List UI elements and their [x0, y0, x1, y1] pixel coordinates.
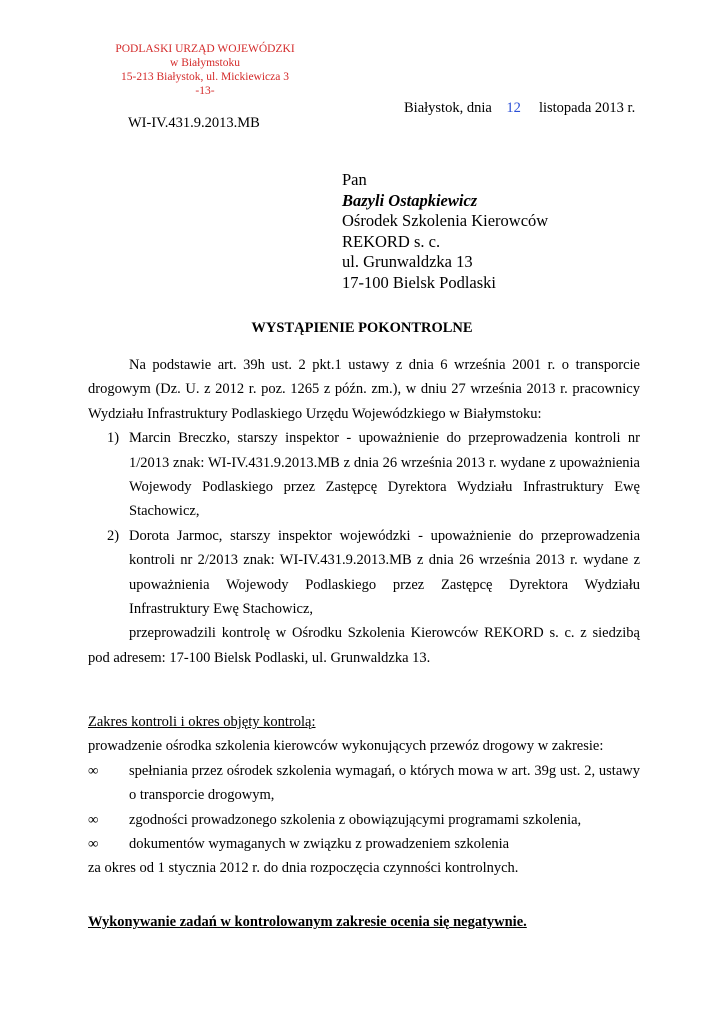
- scope-list: [88, 759, 640, 857]
- scope-lead: prowadzenie ośrodka szkolenia kierowców wykonujących przewóz drogowy w zakresie:: [88, 738, 604, 755]
- list-item: [88, 426, 640, 524]
- list-number: 1): [107, 430, 120, 447]
- scope-heading: Zakres kontroli i okres objęty kontrolą:: [88, 714, 316, 730]
- scope-section: [88, 710, 640, 881]
- stamp-city: w Białymstoku: [170, 57, 240, 69]
- reference-number: WI-IV.431.9.2013.MB: [128, 115, 260, 131]
- list-item-text: spełniania przez ośrodek szkolenia wymagań, o których mowa w art. 39g ust. 2, ustawy o transporcie drogowym,: [129, 762, 640, 804]
- list-item: [88, 832, 640, 856]
- recipient-org: Ośrodek Szkolenia Kierowców: [342, 211, 549, 230]
- list-number: 2): [107, 527, 120, 544]
- infinity-bullet-icon: ∞: [88, 836, 99, 853]
- date-line: [404, 100, 635, 117]
- date-suffix: listopada 2013 r.: [538, 100, 636, 116]
- list-item: [88, 524, 640, 622]
- recipient-address: [342, 170, 548, 293]
- date-day: 12: [506, 100, 521, 116]
- office-stamp: [100, 42, 310, 98]
- list-item: [88, 759, 640, 808]
- recipient-name: Bazyli Ostapkiewicz: [342, 190, 478, 210]
- list-item-text: Marcin Breczko, starszy inspektor - upoważnienie do przeprowadzenia kontroli nr 1/2013 znak: WI-IV.431.9.2013.MB z dnia 26 września 2013 r. wydane z upoważnienia Wojewody Podlaskiego przez Zastępcę Dyrektora Wydziału Infrastruktury Ewę Stachowicz,: [129, 430, 640, 520]
- recipient-salutation: Pan: [342, 170, 367, 189]
- infinity-bullet-icon: ∞: [88, 762, 99, 779]
- list-item-text: dokumentów wymaganych w związku z prowadzeniem szkolenia: [129, 836, 510, 853]
- intro-paragraph: Na podstawie art. 39h ust. 2 pkt.1 ustawy z dnia 6 września 2001 r. o transporcie drogowym (Dz. U. z 2012 r. poz. 1265 z późn. zm.), w dniu 27 września 2013 r. pracownicy Wydziału Infrastruktury Podlaskiego Urzędu Wojewódzkiego w Białymstoku:: [88, 357, 640, 422]
- recipient-street: ul. Grunwaldzka 13: [342, 252, 473, 271]
- stamp-office-name: PODLASKI URZĄD WOJEWÓDZKI: [115, 43, 295, 55]
- recipient-org-2: REKORD s. c.: [342, 231, 441, 251]
- scope-period: za okres od 1 stycznia 2012 r. do dnia rozpoczęcia czynności kontrolnych.: [88, 860, 519, 877]
- recipient-city: 17-100 Bielsk Podlaski: [342, 272, 497, 292]
- closing-paragraph: przeprowadzili kontrolę w Ośrodku Szkolenia Kierowców REKORD s. c. z siedzibą pod adresem: 17-100 Bielsk Podlaski, ul. Grunwaldzka 13.: [88, 625, 640, 666]
- infinity-bullet-icon: ∞: [88, 811, 99, 828]
- intro-section: [88, 353, 640, 670]
- document-title: WYSTĄPIENIE POKONTROLNE: [251, 320, 473, 336]
- stamp-address: 15-213 Białystok, ul. Mickiewicza 3: [121, 71, 289, 83]
- list-item-text: zgodności prowadzonego szkolenia z obowiązującymi programami szkolenia,: [129, 811, 582, 828]
- date-prefix: Białystok, dnia: [404, 100, 492, 116]
- stamp-number: -13-: [195, 85, 215, 97]
- conclusion: Wykonywanie zadań w kontrolowanym zakresie ocenia się negatywnie.: [88, 914, 527, 930]
- inspector-list: [88, 426, 640, 621]
- list-item-text: Dorota Jarmoc, starszy inspektor wojewódzki - upoważnienie do przeprowadzenia kontroli nr 2/2013 znak: WI-IV.431.9.2013.MB z dnia 26 września 2013 r. wydane z upoważnienia Wojewody Podlaskiego przez Zastępcę Dyrektora Wydziału Infrastruktury Ewę Stachowicz,: [129, 527, 640, 618]
- list-item: [88, 808, 640, 832]
